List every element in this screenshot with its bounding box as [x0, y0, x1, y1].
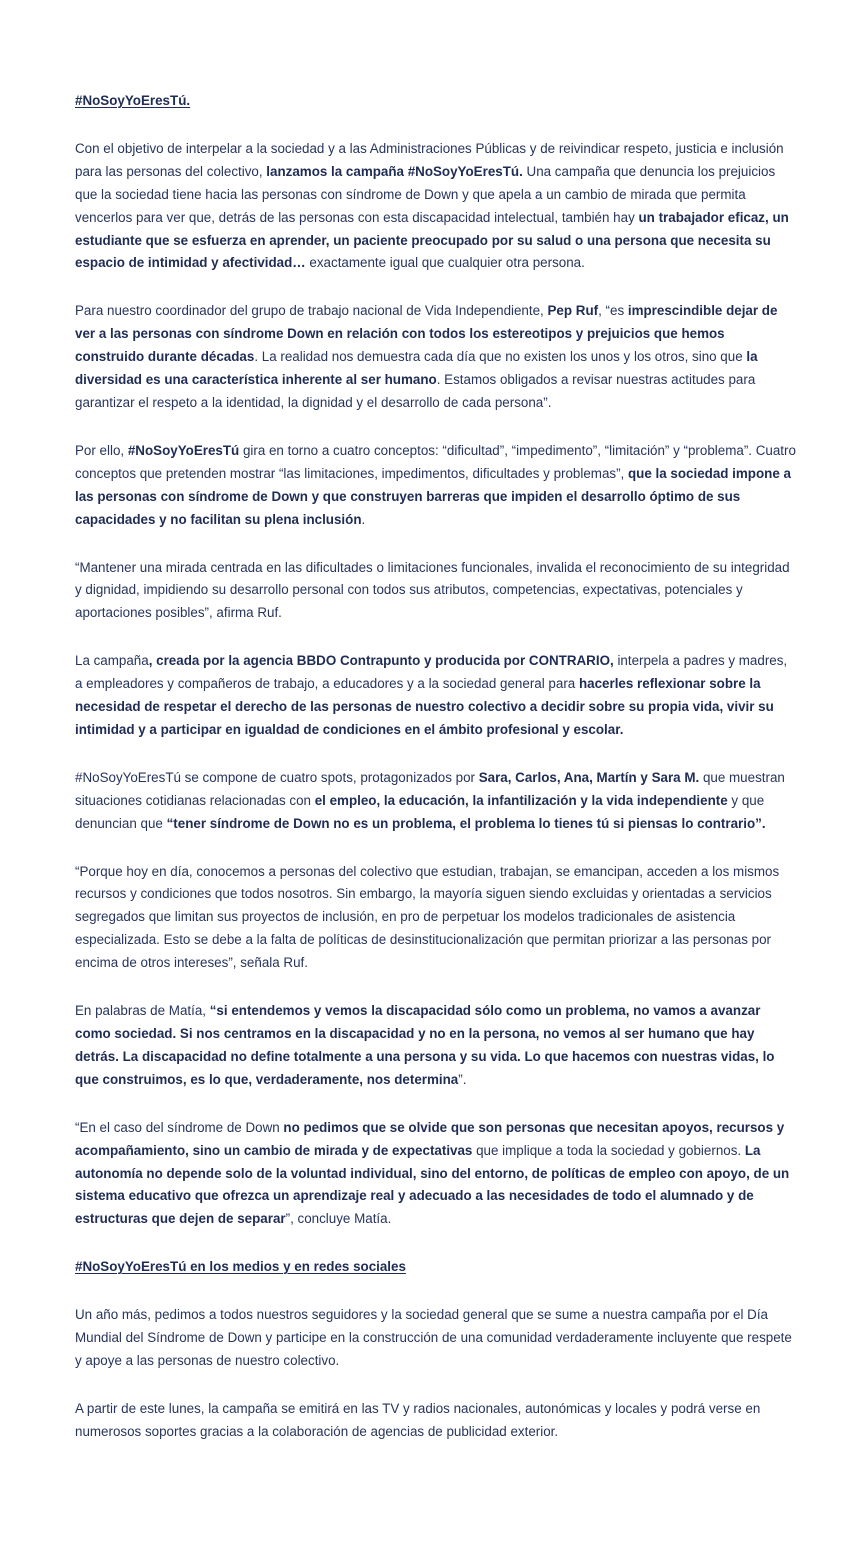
bold-text: “si entendemos y vemos la discapacidad sólo como un problema, no vamos a avanzar como sociedad. Si nos centramos en la discapacidad y no en la persona, no vemos al ser humano que hay detrás. La discapacidad no define totalmente a una persona y su vida. Lo que hacemos con nuestras vidas, lo que construimos, es lo que, verdaderamente, nos determina [75, 1003, 775, 1087]
article [75, 90, 797, 1469]
text-run: ”, concluye Matía. [285, 1211, 392, 1227]
bold-text: la diversidad es una característica inherente al ser humano [75, 349, 758, 388]
article-title-link[interactable]: #NoSoyYoEresTú. [75, 93, 191, 108]
paragraph-broadcast [75, 1398, 797, 1444]
bold-text: un trabajador eficaz, un estudiante que se esfuerza en aprender, un paciente preocupado por su salud o una persona que necesita su espacio de intimidad y afectividad… [75, 209, 789, 271]
text-run: Para nuestro coordinador del grupo de trabajo nacional de Vida Independiente, [75, 303, 548, 319]
bold-text: imprescindible dejar de ver a las personas con síndrome Down en relación con todos los estereotipos y prejuicios que hemos construido durante décadas [75, 303, 778, 365]
bold-text: que la sociedad impone a las personas con síndrome de Down y que construyen barreras que impiden el desarrollo óptimo de sus capacidades y no facilitan su plena inclusión [75, 465, 791, 527]
bold-text: , creada por la agencia BBDO Contrapunto y producida por CONTRARIO, [148, 653, 614, 669]
text-run: que muestran situaciones cotidianas relacionadas con [75, 769, 785, 808]
text-run: En palabras de Matía, [75, 1003, 210, 1019]
text-run: A partir de este lunes, la campaña se emitirá en las TV y radios nacionales, autonómicas y locales y podrá verse en numerosos soportes gracias a la colaboración de agencias de publicidad exterior. [75, 1400, 761, 1439]
paragraph-matia-quote [75, 1000, 797, 1092]
paragraph-ruf-quote-today [75, 861, 797, 976]
text-run: exactamente igual que cualquier otra persona. [305, 255, 585, 271]
paragraph-campaign-agency [75, 650, 797, 742]
paragraph-four-spots [75, 767, 797, 836]
text-run: Por ello, [75, 442, 128, 458]
subheading-paragraph [75, 1256, 797, 1279]
text-run: #NoSoyYoEresTú se compone de cuatro spots, protagonizados por [75, 769, 479, 785]
bold-text: #NoSoyYoEresTú [127, 442, 240, 458]
bold-text: hacerles reflexionar sobre la necesidad de respetar el derecho de las personas de nuestro colectivo a decidir sobre su propia vida, vivir su intimidad y a participar en igualdad de condiciones en el ámbito profesional y escolar. [75, 676, 774, 737]
subheading-media-link[interactable]: #NoSoyYoEresTú en los medios y en redes sociales [75, 1259, 406, 1275]
bold-text: lanzamos la campaña #NoSoyYoEresTú. [266, 163, 523, 179]
text-run: . Estamos obligados a revisar nuestras actitudes para garantizar el respeto a la identidad, la dignidad y el desarrollo de cada persona”. [75, 372, 756, 410]
text-run: Una campaña que denuncia los prejuicios que la sociedad tiene hacia las personas con síndrome de Down y que apela a un cambio de mirada que permita vencerlos para ver que, detrás de las personas con esta discapacidad intelectual, también hay [75, 163, 776, 225]
text-run: “Porque hoy en día, conocemos a personas del colectivo que estudian, trabajan, se emancipan, acceden a los mismos recursos y condiciones que todos nosotros. Sin embargo, la mayoría siguen siendo excluidas y orientadas a servicios segregados que limitan sus proyectos de inclusión, en pro de perpetuar los modelos tradicionales de asistencia especializada. Esto se debe a la falta de políticas de desinstitucionalización que permitan priorizar a las personas por encima de otros intereses”, señala Ruf. [75, 863, 780, 971]
text-run: . [361, 511, 366, 527]
text-run: , “es [598, 303, 628, 319]
paragraph-matia-conclusion [75, 1117, 797, 1232]
text-run: que implique a toda la sociedad y gobiernos. [472, 1142, 745, 1158]
article-title-paragraph [75, 90, 797, 113]
text-run: Con el objetivo de interpelar a la sociedad y a las Administraciones Públicas y de reivindicar respeto, justicia e inclusión para las personas del colectivo, [75, 140, 784, 179]
text-run: “Mantener una mirada centrada en las dificultades o limitaciones funcionales, invalida el reconocimiento de su integridad y dignidad, impidiendo su desarrollo personal con todos sus atributos, competencias, expectativas, potenciales y aportaciones posibles”, afirma Ruf. [75, 559, 790, 621]
text-run: Un año más, pedimos a todos nuestros seguidores y la sociedad general que se sume a nuestra campaña por el Día Mundial del Síndrome de Down y participe en la construcción de una comunidad verdaderamente incluyente que respete y apoye a las personas de nuestro colectivo. [75, 1307, 792, 1368]
text-run: gira en torno a cuatro conceptos: “dificultad”, “impedimento”, “limitación” y “problema”. Cuatro conceptos que pretenden mostrar “las limitaciones, impedimentos, dificultades y problemas”, [75, 442, 796, 481]
bold-text: Pep Ruf [547, 303, 599, 319]
text-run: ”. [458, 1071, 467, 1087]
text-run: y que denuncian que [75, 792, 765, 831]
bold-text: no pedimos que se olvide que son personas que necesitan apoyos, recursos y acompañamiento, sino un cambio de mirada y de expectativas [75, 1119, 785, 1158]
paragraph-pep-ruf-quote [75, 300, 797, 415]
text-run: “En el caso del síndrome de Down [75, 1119, 284, 1135]
bold-text: el empleo, la educación, la infantilización y la vida independiente [314, 792, 728, 808]
paragraph-ruf-quote-limitations [75, 557, 797, 626]
text-run: . La realidad nos demuestra cada día que no existen los unos y los otros, sino que [254, 349, 747, 365]
text-run: interpela a padres y madres, a empleadores y compañeros de trabajo, a educadores y a la sociedad general para [75, 653, 788, 692]
paragraph-intro [75, 138, 797, 275]
paragraph-call-to-action [75, 1304, 797, 1373]
text-run: La campaña [75, 653, 149, 669]
bold-text: La autonomía no depende solo de la voluntad individual, sino del entorno, de políticas de empleo con apoyo, de un sistema educativo que ofrezca un aprendizaje real y adecuado a las necesidades de todo el alumnado y de estructuras que dejen de separar [75, 1142, 790, 1227]
bold-text: “tener síndrome de Down no es un problema, el problema lo tienes tú si piensas lo contrario”. [166, 815, 766, 831]
paragraph-four-concepts [75, 440, 797, 532]
bold-text: Sara, Carlos, Ana, Martín y Sara M. [478, 769, 700, 785]
